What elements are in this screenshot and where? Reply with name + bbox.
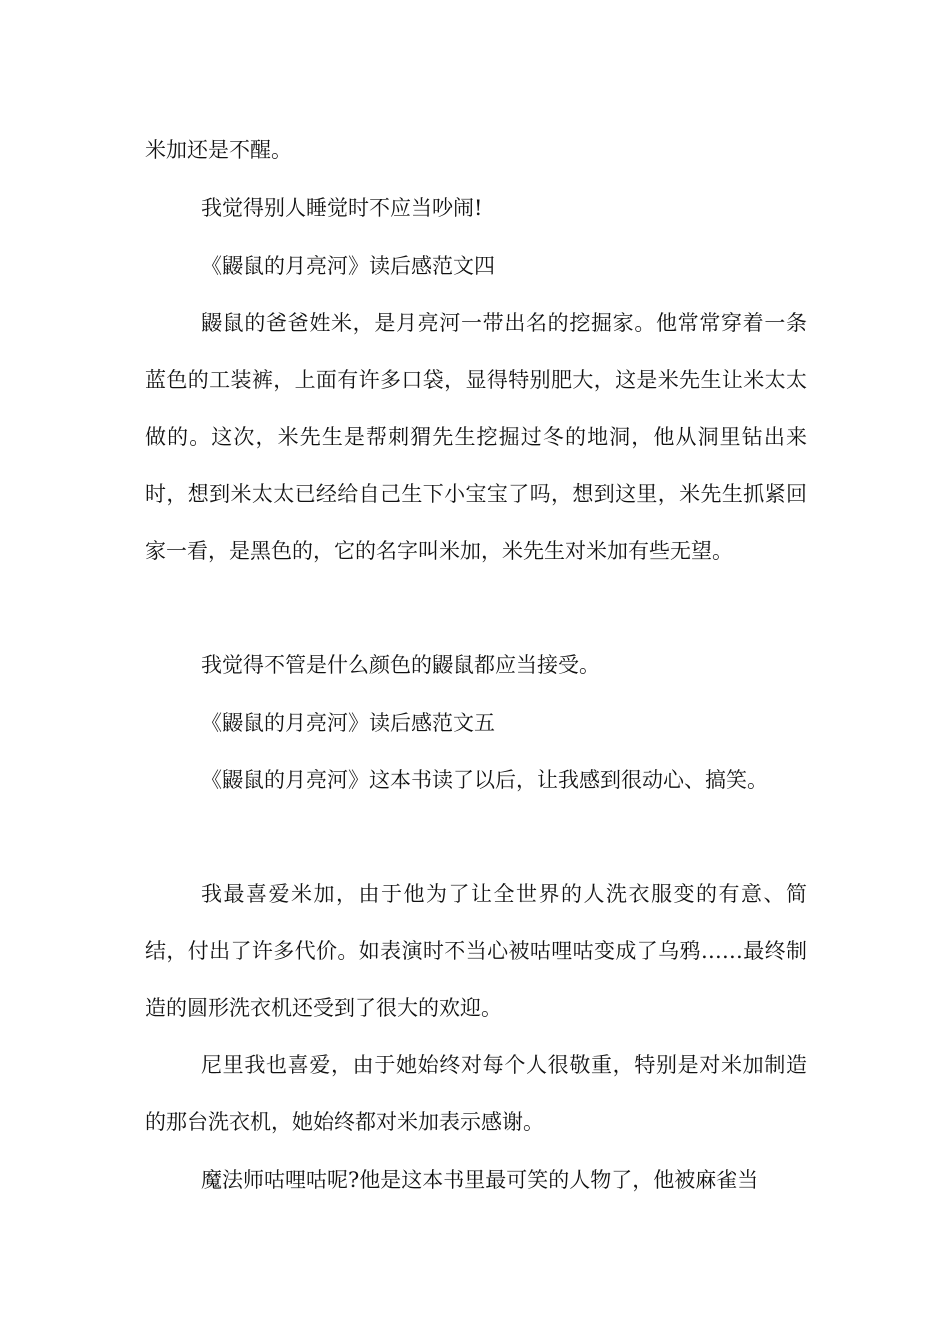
heading-sample-five: 《鼹鼠的月亮河》读后感范文五 [201,711,495,735]
paragraph-opinion-1: 我觉得别人睡觉时不应当吵闹! [201,196,483,220]
paragraph-intro-feeling: 《鼹鼠的月亮河》这本书读了以后，让我感到很动心、搞笑。 [201,768,768,792]
paragraph-story-summary: 鼹鼠的爸爸姓米，是月亮河一带出名的挖掘家。他常常穿着一条蓝色的工装裤，上面有许多口袋，显得特别肥大，这是米先生让米太太做的。这次，米先生是帮刺猬先生挖掘过冬的地洞，他从洞里钻出来时，想到米太太已经给自己生下小宝宝了吗，想到这里，米先生抓紧回家一看，是黑色的，它的名字叫米加，米先生对米加有些无望。 [145,311,807,563]
heading-sample-four: 《鼹鼠的月亮河》读后感范文四 [201,254,495,278]
paragraph-nili: 尼里我也喜爱，由于她始终对每个人很敬重，特别是对米加制造的那台洗衣机，她始终都对米加表示感谢。 [145,1053,807,1134]
paragraph-continuation: 米加还是不醒。 [145,138,292,162]
paragraph-magician: 魔法师咕哩咕呢?他是这本书里最可笑的人物了，他被麻雀当 [201,1168,759,1192]
paragraph-mijia: 我最喜爱米加，由于他为了让全世界的人洗衣服变的有意、简结，付出了许多代价。如表演时不当心被咕哩咕变成了乌鸦……最终制造的圆形洗衣机还受到了很大的欢迎。 [145,882,807,1020]
paragraph-opinion-2: 我觉得不管是什么颜色的鼹鼠都应当接受。 [201,653,600,677]
